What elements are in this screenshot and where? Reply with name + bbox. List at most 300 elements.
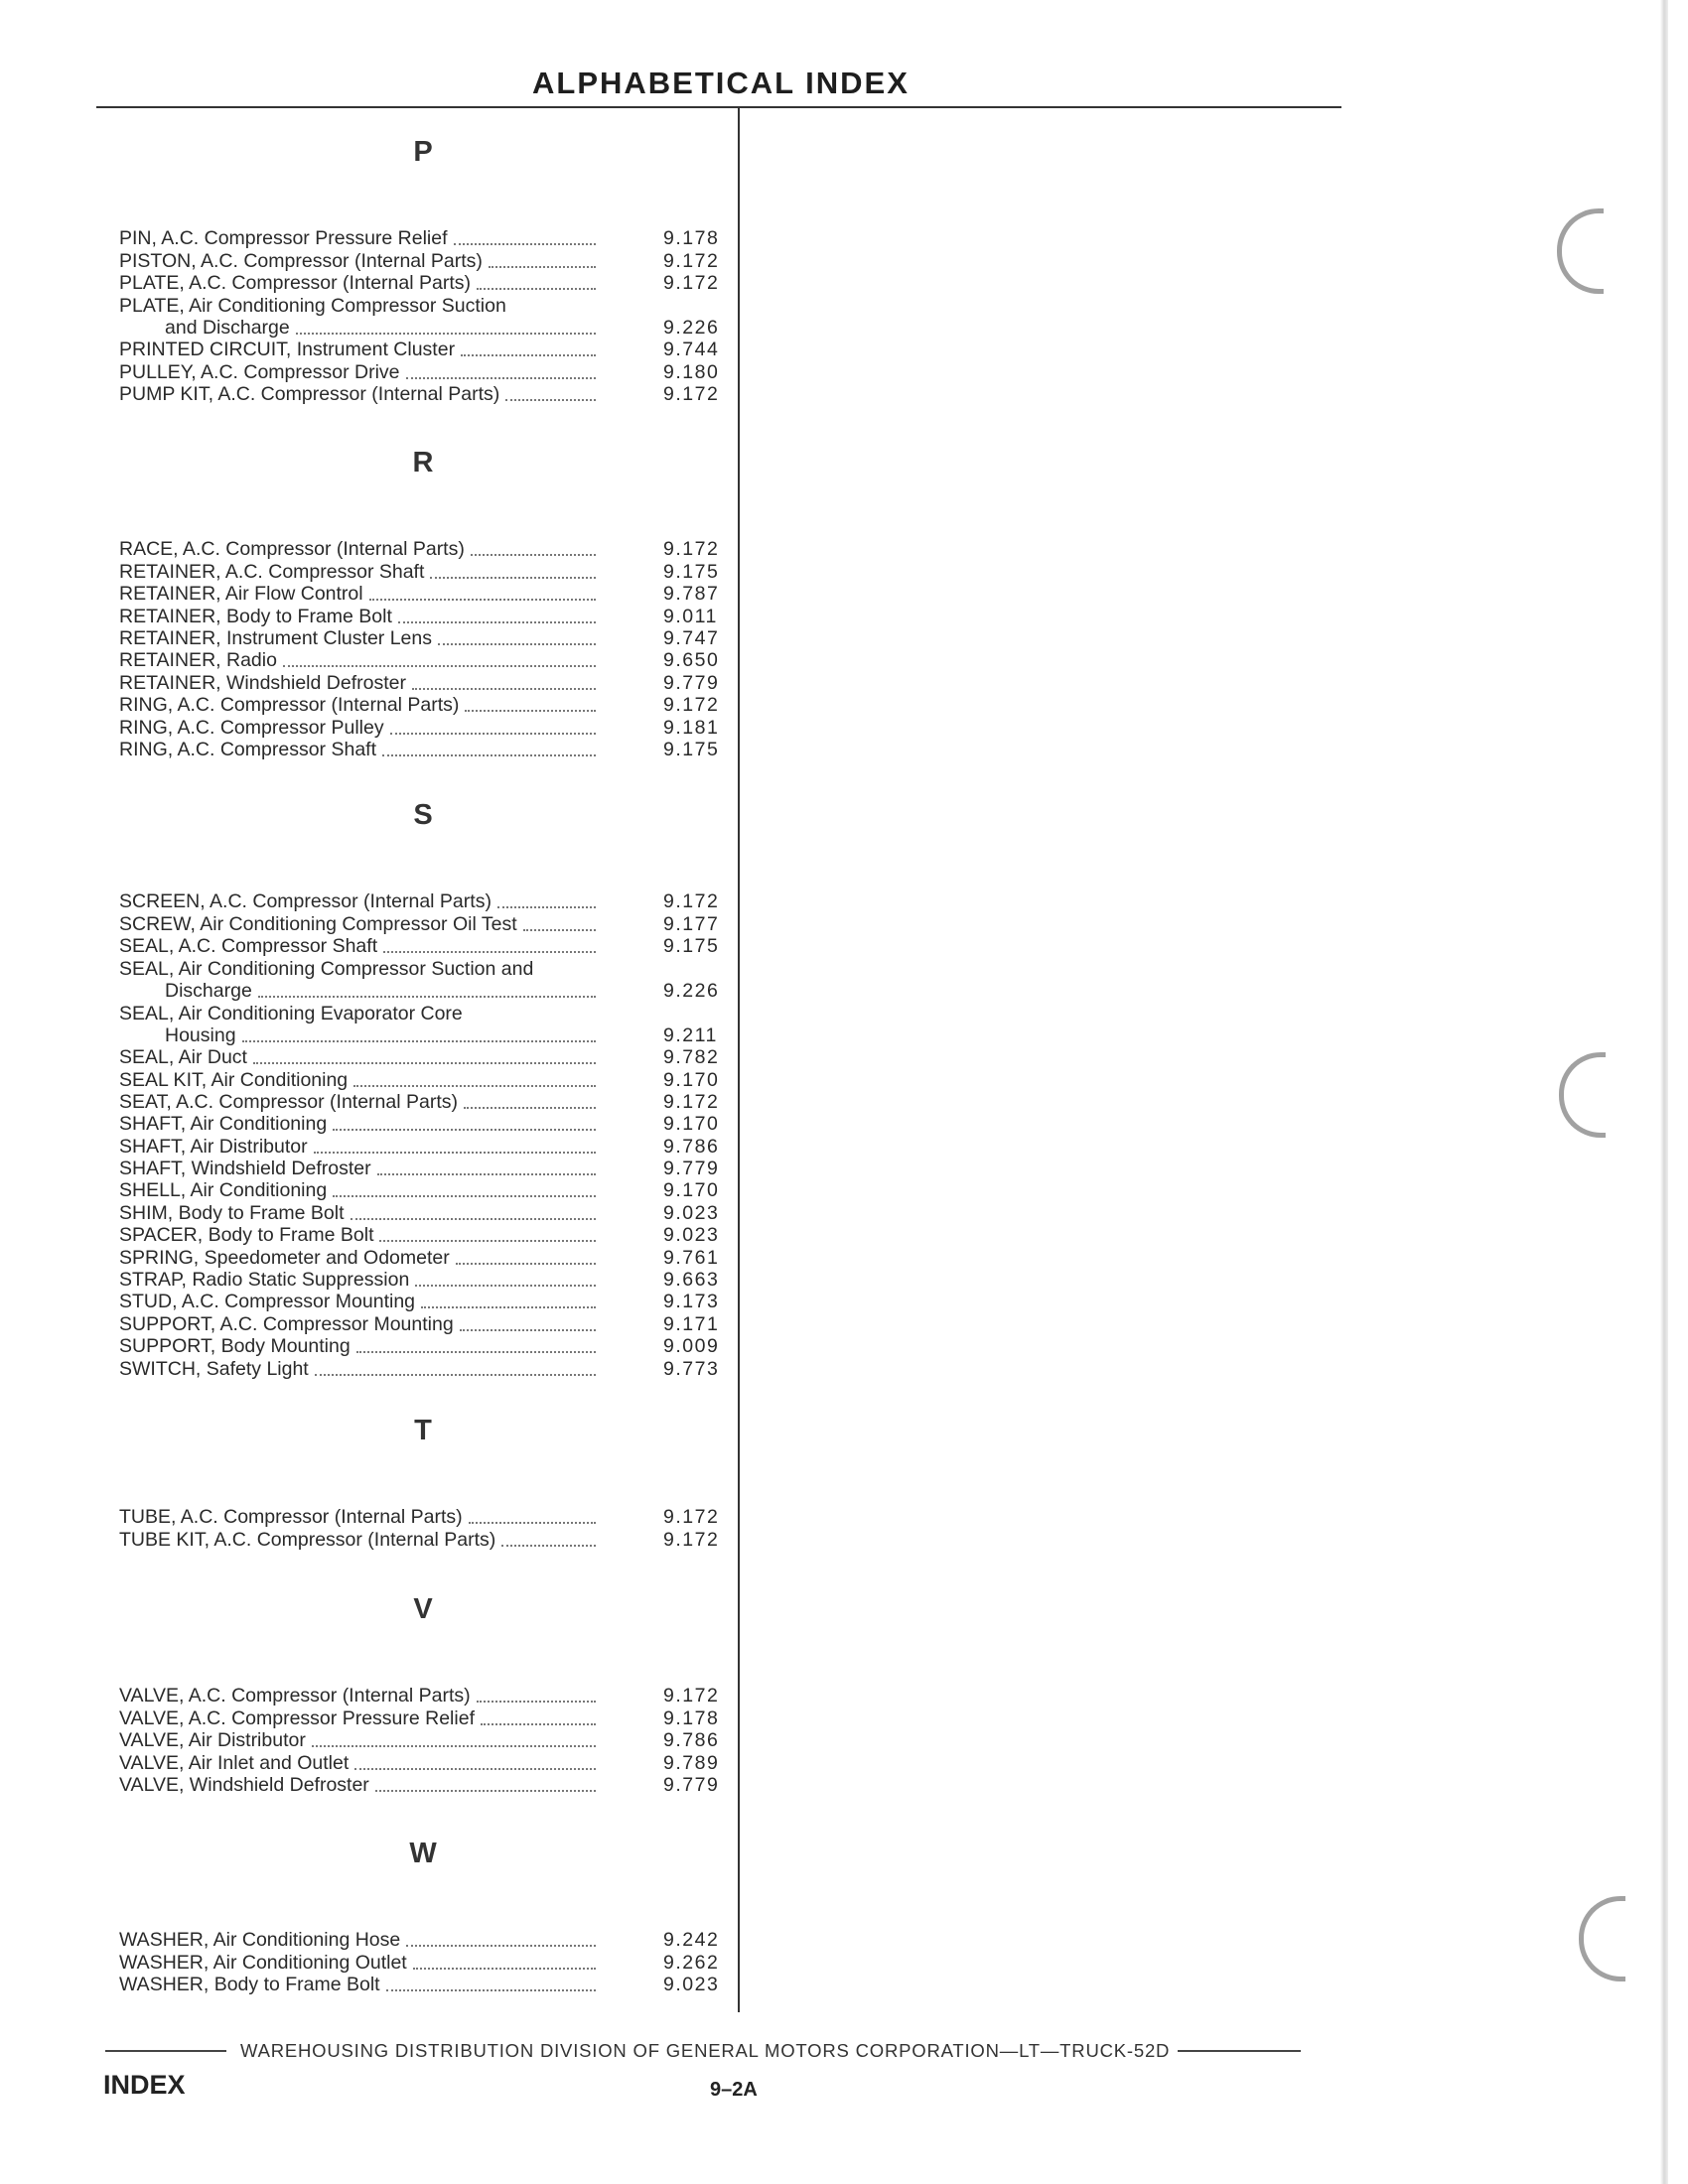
entry-name: VALVE, A.C. Compressor Pressure Relief <box>119 1706 475 1729</box>
dot-leader <box>430 577 596 579</box>
entry-page: 9.773 <box>663 1357 720 1380</box>
entry-text <box>119 1024 596 1047</box>
binder-ring-bottom <box>1579 1896 1625 1981</box>
entry-row <box>119 1047 727 1069</box>
entry-page: 9.178 <box>663 227 720 250</box>
index-entry <box>119 1686 727 1707</box>
index-entry <box>119 384 727 406</box>
entry-name: SHIM, Body to Frame Bolt <box>119 1201 345 1224</box>
index-entry <box>119 606 727 627</box>
entry-text <box>119 1752 596 1775</box>
section-letter: V <box>413 1593 433 1625</box>
index-entry <box>119 361 727 383</box>
dot-leader <box>314 1152 596 1154</box>
entry-row <box>119 1092 727 1114</box>
index-entry <box>119 1003 727 1047</box>
entry-text <box>119 538 596 561</box>
entry-page: 9.177 <box>663 912 720 935</box>
entry-text <box>119 935 596 958</box>
index-section-r <box>119 442 727 761</box>
entry-name: VALVE, Air Inlet and Outlet <box>119 1751 350 1774</box>
entry-text <box>119 890 596 913</box>
footer-rule-left <box>105 2050 226 2052</box>
section-letter: S <box>413 799 433 831</box>
index-entry <box>119 958 727 1003</box>
entry-text <box>119 913 596 936</box>
index-entry <box>119 1270 727 1292</box>
index-entry <box>119 1069 727 1091</box>
entry-text <box>119 250 596 273</box>
index-entry <box>119 1752 727 1774</box>
dot-leader <box>477 1701 596 1703</box>
entry-row <box>119 1313 727 1335</box>
dot-leader <box>353 1085 596 1087</box>
entry-row <box>119 1952 727 1974</box>
entry-text <box>119 1313 596 1336</box>
index-entry <box>119 1730 727 1752</box>
entry-name: WASHER, Body to Frame Bolt <box>119 1974 380 1996</box>
entry-page: 9.211 <box>663 1024 718 1046</box>
entry-row <box>119 539 727 561</box>
entry-page: 9.747 <box>663 626 720 649</box>
entry-text-line: PLATE, Air Conditioning Compressor Suction <box>119 295 506 318</box>
entry-page: 9.172 <box>663 1506 720 1529</box>
index-entry <box>119 672 727 694</box>
dot-leader <box>477 288 596 290</box>
entry-name: TUBE, A.C. Compressor (Internal Parts) <box>119 1506 463 1529</box>
dot-leader <box>382 754 596 756</box>
section-letter: W <box>409 1838 437 1869</box>
entry-list <box>119 228 727 406</box>
entry-text <box>119 1158 596 1180</box>
entry-text <box>119 317 596 340</box>
entry-row <box>119 1930 727 1952</box>
index-section-s <box>119 794 727 1381</box>
entry-row <box>119 318 727 340</box>
entry-text <box>119 1202 596 1225</box>
index-entry <box>119 1202 727 1224</box>
entry-name: RETAINER, Radio <box>119 649 277 672</box>
entry-name: RETAINER, Body to Frame Bolt <box>119 605 392 627</box>
entry-text <box>119 339 596 361</box>
entry-row <box>119 1707 727 1729</box>
entry-list <box>119 1686 727 1797</box>
entry-row <box>119 1529 727 1551</box>
entry-name: SCREW, Air Conditioning Compressor Oil Test <box>119 912 517 935</box>
column-divider <box>738 106 740 2012</box>
index-entry <box>119 1114 727 1136</box>
index-entry <box>119 1225 727 1247</box>
index-entry <box>119 561 727 583</box>
entry-row <box>119 1202 727 1224</box>
entry-row <box>119 981 727 1003</box>
entry-page: 9.023 <box>663 1201 720 1224</box>
section-letter: R <box>412 447 434 478</box>
entry-page: 9.761 <box>663 1246 720 1269</box>
entry-text <box>119 272 596 295</box>
entry-text <box>119 1929 596 1952</box>
dot-leader <box>454 243 596 245</box>
footer-publisher-line <box>105 2040 1358 2062</box>
entry-name: RETAINER, Instrument Cluster Lens <box>119 626 432 649</box>
dot-leader <box>242 1040 596 1042</box>
entry-row <box>119 1114 727 1136</box>
entry-row <box>119 1358 727 1380</box>
dot-leader <box>283 665 596 667</box>
entry-text <box>119 1729 596 1752</box>
entry-row <box>119 628 727 650</box>
entry-page: 9.779 <box>663 1773 720 1796</box>
entry-name: SCREEN, A.C. Compressor (Internal Parts) <box>119 890 492 913</box>
binder-ring-middle <box>1559 1052 1606 1138</box>
index-entry <box>119 1159 727 1180</box>
dot-leader <box>383 951 596 953</box>
index-entry <box>119 1507 727 1529</box>
index-entry <box>119 1180 727 1202</box>
entry-page: 9.172 <box>663 383 720 406</box>
entry-name: RACE, A.C. Compressor (Internal Parts) <box>119 538 465 561</box>
entry-row <box>119 1292 727 1313</box>
index-entry <box>119 228 727 250</box>
entry-page: 9.650 <box>663 649 720 672</box>
entry-page: 9.172 <box>663 272 720 295</box>
index-entry <box>119 1047 727 1069</box>
entry-text <box>119 1506 596 1529</box>
index-entry <box>119 1975 727 1996</box>
entry-text <box>119 227 596 250</box>
dot-leader <box>354 1768 596 1770</box>
entry-page: 9.172 <box>663 249 720 272</box>
entry-row <box>119 717 727 739</box>
dot-leader <box>377 1173 596 1175</box>
dot-leader <box>469 1522 596 1524</box>
entry-page: 9.786 <box>663 1729 720 1752</box>
entry-name: STUD, A.C. Compressor Mounting <box>119 1291 416 1313</box>
entry-text <box>119 980 596 1003</box>
entry-name: SPRING, Speedometer and Odometer <box>119 1246 450 1269</box>
entry-text-line: SEAL, Air Conditioning Compressor Suction and <box>119 958 534 981</box>
dot-leader <box>460 1329 596 1331</box>
entry-text <box>119 606 596 628</box>
index-entry <box>119 584 727 606</box>
index-entry <box>119 650 727 672</box>
entry-text <box>119 672 596 695</box>
dot-leader <box>379 1240 596 1242</box>
dot-leader <box>464 1107 596 1109</box>
entry-text <box>119 1224 596 1247</box>
top-rule <box>96 106 1341 108</box>
entry-text <box>119 561 596 584</box>
index-section-t <box>119 1410 727 1552</box>
dot-leader <box>315 1374 596 1376</box>
entry-text <box>119 1069 596 1092</box>
dot-leader <box>333 1129 596 1131</box>
entry-page: 9.172 <box>663 1090 720 1113</box>
dot-leader <box>421 1306 596 1308</box>
entry-page: 9.171 <box>663 1312 720 1335</box>
section-letter: T <box>414 1415 432 1446</box>
dot-leader <box>465 710 596 712</box>
entry-name: Housing <box>165 1024 236 1046</box>
index-entry <box>119 340 727 361</box>
entry-page: 9.172 <box>663 538 720 561</box>
entry-page: 9.226 <box>663 316 720 339</box>
dot-leader <box>471 554 596 556</box>
index-section-v <box>119 1588 727 1797</box>
dot-leader <box>481 1723 596 1725</box>
entry-page: 9.663 <box>663 1269 720 1292</box>
index-entry <box>119 936 727 958</box>
entry-name: SEAL, A.C. Compressor Shaft <box>119 935 378 958</box>
entry-row <box>119 740 727 761</box>
entry-text <box>119 694 596 717</box>
dot-leader <box>501 1545 596 1547</box>
dot-leader <box>375 1790 596 1792</box>
index-entry <box>119 1952 727 1974</box>
dot-leader <box>296 333 596 335</box>
index-entry <box>119 1775 727 1797</box>
dot-leader <box>412 688 596 690</box>
index-entry <box>119 1707 727 1729</box>
dot-leader <box>497 906 596 908</box>
entry-page: 9.178 <box>663 1706 720 1729</box>
entry-row <box>119 384 727 406</box>
entry-row <box>119 1336 727 1358</box>
entry-name: SUPPORT, A.C. Compressor Mounting <box>119 1312 454 1335</box>
entry-page: 9.789 <box>663 1751 720 1774</box>
index-entry <box>119 740 727 761</box>
entry-name: RETAINER, Air Flow Control <box>119 583 363 606</box>
entry-name: Discharge <box>165 979 252 1002</box>
entry-page: 9.779 <box>663 671 720 694</box>
index-entry <box>119 1930 727 1952</box>
dot-leader <box>351 1218 597 1220</box>
dot-leader <box>438 643 596 645</box>
entry-row <box>119 250 727 272</box>
entry-page: 9.172 <box>663 694 720 717</box>
entry-name: VALVE, Air Distributor <box>119 1729 306 1752</box>
entry-name: SEAL KIT, Air Conditioning <box>119 1068 349 1091</box>
entry-row <box>119 1730 727 1752</box>
entry-row <box>119 1159 727 1180</box>
entry-list <box>119 891 727 1381</box>
entry-name: RING, A.C. Compressor Shaft <box>119 738 376 760</box>
entry-row <box>119 561 727 583</box>
entry-row <box>119 650 727 672</box>
index-entry <box>119 273 727 295</box>
dot-leader <box>386 1989 596 1991</box>
entry-text <box>119 1358 596 1381</box>
dot-leader <box>406 377 597 379</box>
entry-name: VALVE, Windshield Defroster <box>119 1773 369 1796</box>
entry-row <box>119 1180 727 1202</box>
index-entry <box>119 1336 727 1358</box>
entry-row <box>119 361 727 383</box>
dot-leader <box>258 996 596 998</box>
entry-name: SEAL, Air Duct <box>119 1046 247 1069</box>
dot-leader <box>312 1745 596 1747</box>
entry-text <box>119 1529 596 1552</box>
entry-name: SHELL, Air Conditioning <box>119 1179 328 1202</box>
entry-page: 9.787 <box>663 583 720 606</box>
entry-text <box>119 1707 596 1730</box>
entry-text <box>119 1291 596 1313</box>
entry-row <box>119 695 727 717</box>
entry-name: SPACER, Body to Frame Bolt <box>119 1224 374 1247</box>
entry-row <box>119 672 727 694</box>
index-entry <box>119 695 727 717</box>
entry-page: 9.226 <box>663 979 720 1002</box>
index-entry <box>119 628 727 650</box>
index-entry <box>119 539 727 561</box>
entry-text <box>119 649 596 672</box>
entry-text <box>119 583 596 606</box>
entry-row <box>119 340 727 361</box>
index-entry <box>119 295 727 340</box>
entry-row <box>119 1136 727 1158</box>
entry-page: 9.170 <box>663 1113 720 1136</box>
dot-leader <box>413 1968 596 1970</box>
entry-text <box>119 1113 596 1136</box>
entry-name: PLATE, A.C. Compressor (Internal Parts) <box>119 272 471 295</box>
entry-row <box>119 1225 727 1247</box>
entry-page: 9.009 <box>663 1335 720 1358</box>
entry-text <box>119 1685 596 1707</box>
entry-row <box>119 606 727 627</box>
index-entry <box>119 1529 727 1551</box>
dot-leader <box>406 1945 596 1947</box>
entry-page: 9.011 <box>663 605 718 627</box>
entry-text <box>119 1774 596 1797</box>
entry-name: STRAP, Radio Static Suppression <box>119 1269 410 1292</box>
entry-page: 9.262 <box>663 1951 720 1974</box>
entry-name: PIN, A.C. Compressor Pressure Relief <box>119 227 448 250</box>
dot-leader <box>505 399 596 401</box>
entry-name: SHAFT, Windshield Defroster <box>119 1158 371 1180</box>
entry-row <box>119 936 727 958</box>
index-entry <box>119 1313 727 1335</box>
entry-name: PULLEY, A.C. Compressor Drive <box>119 360 400 383</box>
entry-list <box>119 1507 727 1552</box>
entry-name: WASHER, Air Conditioning Hose <box>119 1929 401 1952</box>
entry-text <box>119 361 596 384</box>
entry-text <box>119 1335 596 1358</box>
entry-row <box>119 1270 727 1292</box>
entry-name: RETAINER, A.C. Compressor Shaft <box>119 560 425 583</box>
dot-leader <box>369 599 596 601</box>
dot-leader <box>333 1195 596 1197</box>
index-entry <box>119 1136 727 1158</box>
dot-leader <box>356 1351 596 1353</box>
entry-page: 9.779 <box>663 1158 720 1180</box>
entry-name: SHAFT, Air Distributor <box>119 1135 308 1158</box>
entry-text <box>119 1046 596 1069</box>
entry-text <box>119 1136 596 1159</box>
entry-page: 9.172 <box>663 1528 720 1551</box>
dot-leader <box>415 1285 596 1287</box>
index-section-p <box>119 131 727 406</box>
dot-leader <box>253 1062 596 1064</box>
entry-text <box>119 1269 596 1292</box>
entry-page: 9.175 <box>663 935 720 958</box>
entry-page: 9.744 <box>663 339 720 361</box>
entry-name: RING, A.C. Compressor (Internal Parts) <box>119 694 460 717</box>
entry-row <box>119 1752 727 1774</box>
entry-row <box>119 1069 727 1091</box>
footer-rule-right <box>1178 2050 1301 2052</box>
entry-text <box>119 739 596 761</box>
entry-name: WASHER, Air Conditioning Outlet <box>119 1951 407 1974</box>
index-entry <box>119 913 727 935</box>
entry-name: RETAINER, Windshield Defroster <box>119 671 406 694</box>
index-entry <box>119 250 727 272</box>
dot-leader <box>461 354 596 356</box>
entry-page: 9.173 <box>663 1291 720 1313</box>
entry-page: 9.242 <box>663 1929 720 1952</box>
footer-label: INDEX <box>103 2070 186 2100</box>
entry-text <box>119 1091 596 1114</box>
binder-edge <box>1660 0 1668 2184</box>
dot-leader <box>456 1263 596 1265</box>
entry-row <box>119 1775 727 1797</box>
entry-text <box>119 717 596 740</box>
entry-name: SUPPORT, Body Mounting <box>119 1335 351 1358</box>
entry-row <box>119 1507 727 1529</box>
entry-page: 9.023 <box>663 1974 720 1996</box>
footer-publisher: WAREHOUSING DISTRIBUTION DIVISION OF GENERAL MOTORS CORPORATION—LT—TRUCK-52D <box>240 2040 1171 2061</box>
index-entry <box>119 1292 727 1313</box>
entry-page: 9.786 <box>663 1135 720 1158</box>
index-entry <box>119 1247 727 1269</box>
entry-row <box>119 1247 727 1269</box>
entry-row <box>119 1024 727 1046</box>
entry-row <box>119 584 727 606</box>
entry-text <box>119 1974 596 1996</box>
index-entry <box>119 891 727 913</box>
section-letter: P <box>413 136 433 168</box>
entry-name: PUMP KIT, A.C. Compressor (Internal Parts) <box>119 383 500 406</box>
entry-page: 9.175 <box>663 738 720 760</box>
page-title: ALPHABETICAL INDEX <box>532 66 910 100</box>
entry-page: 9.782 <box>663 1046 720 1069</box>
entry-name: PISTON, A.C. Compressor (Internal Parts) <box>119 249 483 272</box>
page-number: 9–2A <box>710 2079 758 2101</box>
binder-ring-top <box>1557 208 1604 294</box>
entry-row <box>119 1975 727 1996</box>
entry-page: 9.175 <box>663 560 720 583</box>
entry-name: and Discharge <box>165 316 290 339</box>
entry-page: 9.170 <box>663 1179 720 1202</box>
entry-page: 9.023 <box>663 1224 720 1247</box>
entry-text <box>119 1179 596 1202</box>
entry-list <box>119 1930 727 1996</box>
entry-name: SWITCH, Safety Light <box>119 1357 309 1380</box>
entry-page: 9.172 <box>663 890 720 913</box>
entry-text-line: SEAL, Air Conditioning Evaporator Core <box>119 1002 463 1024</box>
entry-list <box>119 539 727 761</box>
entry-row <box>119 1686 727 1707</box>
entry-text <box>119 1247 596 1270</box>
dot-leader <box>489 266 596 268</box>
entry-name: PRINTED CIRCUIT, Instrument Cluster <box>119 339 456 361</box>
index-entry <box>119 1358 727 1380</box>
entry-row <box>119 273 727 295</box>
index-entry <box>119 1092 727 1114</box>
entry-text <box>119 1952 596 1975</box>
entry-text <box>119 627 596 650</box>
dot-leader <box>390 733 596 735</box>
entry-text <box>119 383 596 406</box>
